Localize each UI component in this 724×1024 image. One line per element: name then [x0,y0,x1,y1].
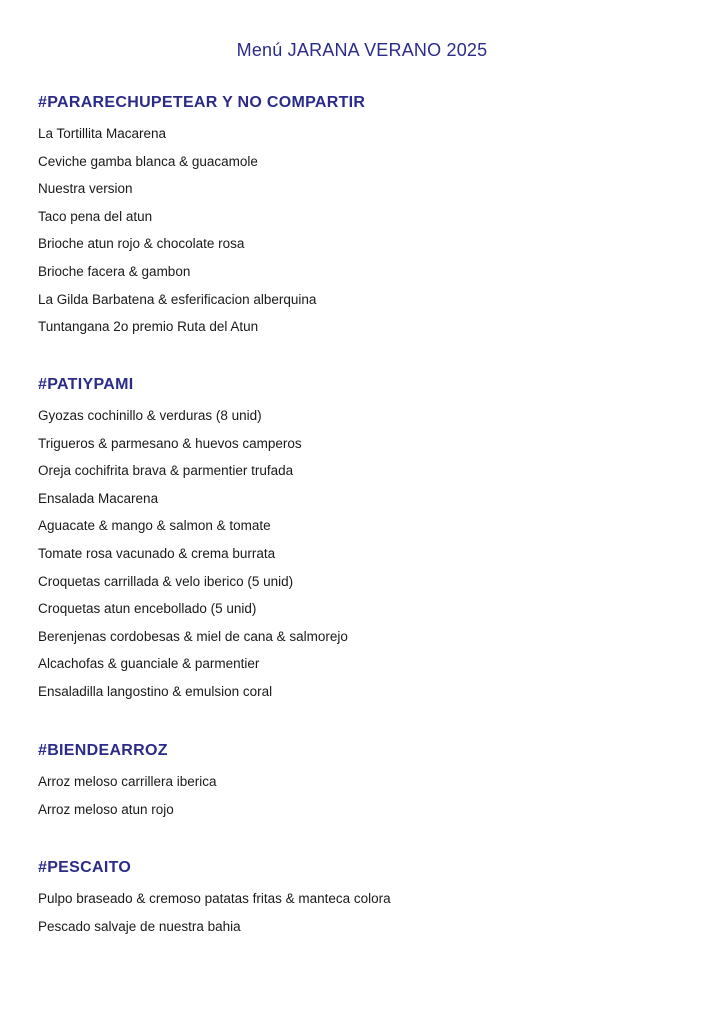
section-heading: #PESCAITO [38,859,132,876]
section-heading: #BIENDEARROZ [38,742,168,759]
menu-item-list [38,768,704,823]
menu-item: Brioche facera & gambon [38,263,191,279]
menu-item: Ensaladilla langostino & emulsion coral [38,683,273,699]
menu-item: Taco pena del atun [38,208,153,224]
menu-item: Croquetas carrillada & velo iberico (5 unid) [38,573,294,589]
menu-item: Croquetas atun encebollado (5 unid) [38,601,257,617]
menu-item: Nuestra version [38,181,133,197]
section-heading: #PATIYPAMI [38,376,134,393]
menu-item: Trigueros & parmesano & huevos camperos [38,435,302,451]
section-heading: #PARARECHUPETEAR Y NO COMPARTIR [38,94,366,111]
menu-item: La Gilda Barbatena & esferificacion alberquina [38,291,317,307]
menu-item: Gyozas cochinillo & verduras (8 unid) [38,408,262,423]
menu-item-list [38,120,704,341]
menu-item: Pescado salvaje de nuestra bahia [38,918,241,934]
menu-item: Alcachofas & guanciale & parmentier [38,656,260,672]
menu-item-list [38,885,704,940]
menu-item: Tomate rosa vacunado & crema burrata [38,545,276,561]
menu-item: Pulpo braseado & cremoso patatas fritas & manteca colora [38,891,391,906]
menu-section-pararechupetear [38,92,704,341]
menu-item: Arroz meloso atun rojo [38,801,174,817]
menu-item: Aguacate & mango & salmon & tomate [38,518,271,534]
menu-item: Ceviche gamba blanca & guacamole [38,153,258,169]
menu-item: La Tortillita Macarena [38,126,167,141]
menu-item-list [38,402,704,706]
menu-section-pescaito [38,857,704,940]
menu-item: Oreja cochifrita brava & parmentier trufada [38,463,294,479]
menu-item: Arroz meloso carrillera iberica [38,774,217,789]
menu-section-biendearroz [38,740,704,823]
page-title: Menú JARANA VERANO 2025 [236,40,488,60]
menu-section-patiypami [38,374,704,706]
menu-item: Brioche atun rojo & chocolate rosa [38,236,245,252]
menu-item: Tuntangana 2o premio Ruta del Atun [38,319,259,335]
menu-item: Ensalada Macarena [38,490,159,506]
menu-item: Berenjenas cordobesas & miel de cana & salmorejo [38,628,348,644]
